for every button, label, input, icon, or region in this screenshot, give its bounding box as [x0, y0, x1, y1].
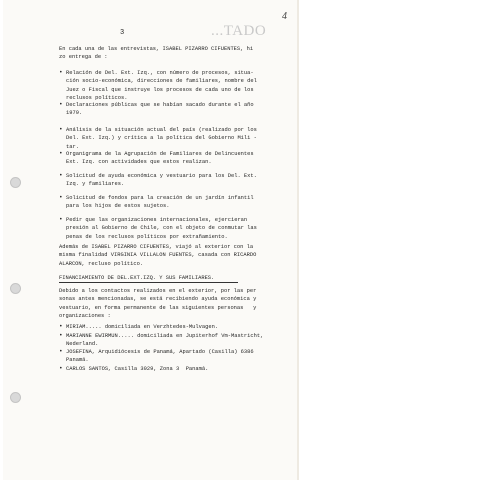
travel-paragraph-line: Además de ISABEL PIZARRO CIFUENTES, viajó al exterior con la	[59, 244, 254, 250]
financing-paragraph-line: vestuario, en forma permanente de las siguientes personas y	[59, 304, 257, 311]
delivered-item-line: reclusos políticos.	[66, 95, 128, 102]
contact-line: JOSEFINA, Arquidiócesis de Panamá, Apartado (Casilla) 6386	[66, 349, 254, 355]
travel-paragraph-line: ALARCON, recluso político.	[59, 260, 144, 267]
bullet-mark: •	[59, 323, 63, 330]
intro-line: En cada una de las entrevistas, ISABEL PIZARRO CIFUENTES, hi	[59, 46, 254, 52]
delivered-item-line: Solicitud de ayuda económica y vestuario para los Del. Ext.	[66, 173, 257, 179]
bullet-mark: •	[59, 69, 63, 76]
delivered-item-line: Solicitud de fondos para la creación de un jardín infantil	[66, 195, 254, 201]
document-page	[3, 0, 297, 480]
financing-paragraph-line: sonas antes mencionadas, se está recibiendo ayuda económica y	[59, 296, 257, 303]
bullet-mark: •	[59, 365, 63, 372]
page-number: 3	[120, 29, 125, 37]
bullet-mark: •	[59, 348, 63, 355]
delivered-item-line: tar.	[66, 143, 79, 150]
contact-line: MIRIAM..... domiciliada en Verzhtedes-Mulvagen.	[66, 324, 219, 330]
document-body	[3, 0, 297, 480]
delivered-item-line: 1979.	[66, 110, 83, 117]
section-heading: FINANCIAMIENTO DE DEL.EXT.IZQ. Y SUS FAMILIARES.	[59, 275, 215, 281]
corner-page-number: 4	[282, 11, 287, 22]
delivered-item-line: ción socio-económica, direcciones de familiares, nombre del	[66, 78, 257, 85]
delivered-item-line: penas de los reclusos políticos por extrañamiento.	[66, 233, 228, 240]
bullet-mark: •	[59, 194, 63, 201]
bullet-mark: •	[59, 126, 63, 133]
delivered-item-line: Relación de Del. Ext. Izq., con número de procesos, situa-	[66, 70, 254, 76]
financing-paragraph-line: Debido a los contactos realizados en el exterior, por las per	[59, 288, 257, 294]
bullet-mark: •	[59, 150, 63, 157]
contact-line: MARIANNE EWIRMUN..... domiciliada en Jupiterhof Vm-Mastricht,	[66, 333, 264, 339]
contact-line: CARLOS SANTOS, Casilla 3029, Zona 3 Panamá.	[66, 366, 209, 372]
delivered-item-line: Juez o Fiscal que instruye los procesos de cada uno de los	[66, 86, 254, 93]
delivered-item-line: Del. Ext. Izq.) y crítica a la política del Gobierno Mili -	[66, 135, 257, 142]
delivered-item-line: para los hijos de estos sujetos.	[66, 203, 170, 210]
delivered-item-line: Organigrama de la Agrupación de Familiares de Delincuentes	[66, 151, 254, 157]
page-edge	[297, 0, 299, 480]
delivered-item-line: Declaraciones públicas que se habían sacado durante el año	[66, 102, 254, 108]
stamp-watermark: ...TADO	[211, 23, 267, 39]
delivered-item-line: Pedir que las organizaciones internacionales, ejercieran	[66, 217, 248, 223]
travel-paragraph-line: misma finalidad VIRGINIA VILLALON FUENTES, casada con RICARDO	[59, 252, 257, 259]
bullet-mark: •	[59, 172, 63, 179]
delivered-item-line: Ext. Izq. con actividades que estos realizan.	[66, 159, 212, 166]
heading-underline	[59, 282, 238, 283]
intro-line: zo entrega de :	[59, 54, 108, 61]
contact-line: Nederland.	[66, 341, 99, 348]
bullet-mark: •	[59, 332, 63, 339]
delivered-item-line: presión al Gobierno de Chile, con el objeto de conmutar las	[66, 225, 257, 232]
contact-line: Panamá.	[66, 357, 89, 364]
bullet-mark: •	[59, 216, 63, 223]
financing-paragraph-line: organizaciones :	[59, 313, 111, 320]
bullet-mark: •	[59, 101, 63, 108]
delivered-item-line: Izq. y familiares.	[66, 181, 125, 188]
delivered-item-line: Análisis de la situación actual del país (realizado por los	[66, 127, 257, 133]
